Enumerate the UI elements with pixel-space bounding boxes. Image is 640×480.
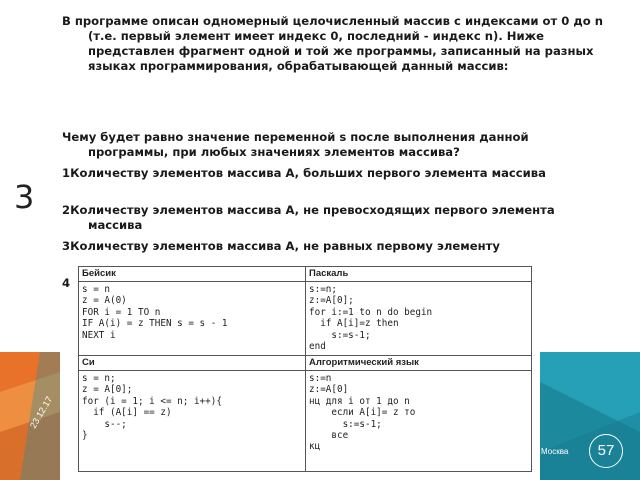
option-number: 4 [62,276,71,290]
option-3 [62,239,608,254]
option-number: 2 [62,203,71,217]
option-1 [62,166,608,181]
option-4 [62,276,76,291]
algo-header: Алгоритмический язык [306,356,531,371]
option-text: Количеству элементов массива A, больших первого элемента массива [70,166,546,180]
c-code: s = n; z = A[0]; for (i = 1; i <= n; i++){ if (A[i] == z) s--; } [82,373,222,442]
algo-code: s:=n z:=A[0] нц для i от 1 до n если A[i]= z то s:=s-1; все кц [309,373,416,453]
algo-cell [306,356,531,471]
basic-header: Бейсик [79,267,305,282]
decorative-left-shape [0,352,60,480]
footer-date: 23.12.17 [28,394,55,430]
option-number: 3 [62,239,71,253]
slide-number: 3 [14,178,35,216]
c-cell [79,356,305,471]
decorative-right-shape [540,352,640,480]
option-text: Количеству элементов массива A, не равных первому элементу [70,239,500,253]
basic-code: s = n z = A(0) FOR i = 1 TO n IF A(i) = z THEN s = s - 1 NEXT i [82,284,228,341]
option-text: Количеству элементов массива A, не превосходящих первого элемента массива [70,203,555,232]
pascal-cell [306,267,531,355]
c-header: Си [79,356,305,371]
pascal-header: Паскаль [306,267,531,282]
code-table [78,266,532,472]
page-number-badge: 57 [589,434,623,468]
footer-city: Москва [541,447,569,456]
basic-cell [79,267,305,355]
option-2 [62,203,608,233]
pascal-code: s:=n; z:=A[0]; for i:=1 to n do begin if A[i]=z then s:=s-1; end [309,284,433,353]
intro-text: В программе описан одномерный целочисленный массив с индексами от 0 до n (т.е. первый элемент имеет индекс 0, последний - индекс n). Ниже представлен фрагмент одной и той же программы, записанный на разных языках программирования, обрабатывающей данный массив: [62,14,603,73]
question-text: Чему будет равно значение переменной s после выполнения данной программы, при любых значениях элементов массива? [62,130,529,159]
option-number: 1 [62,166,71,180]
